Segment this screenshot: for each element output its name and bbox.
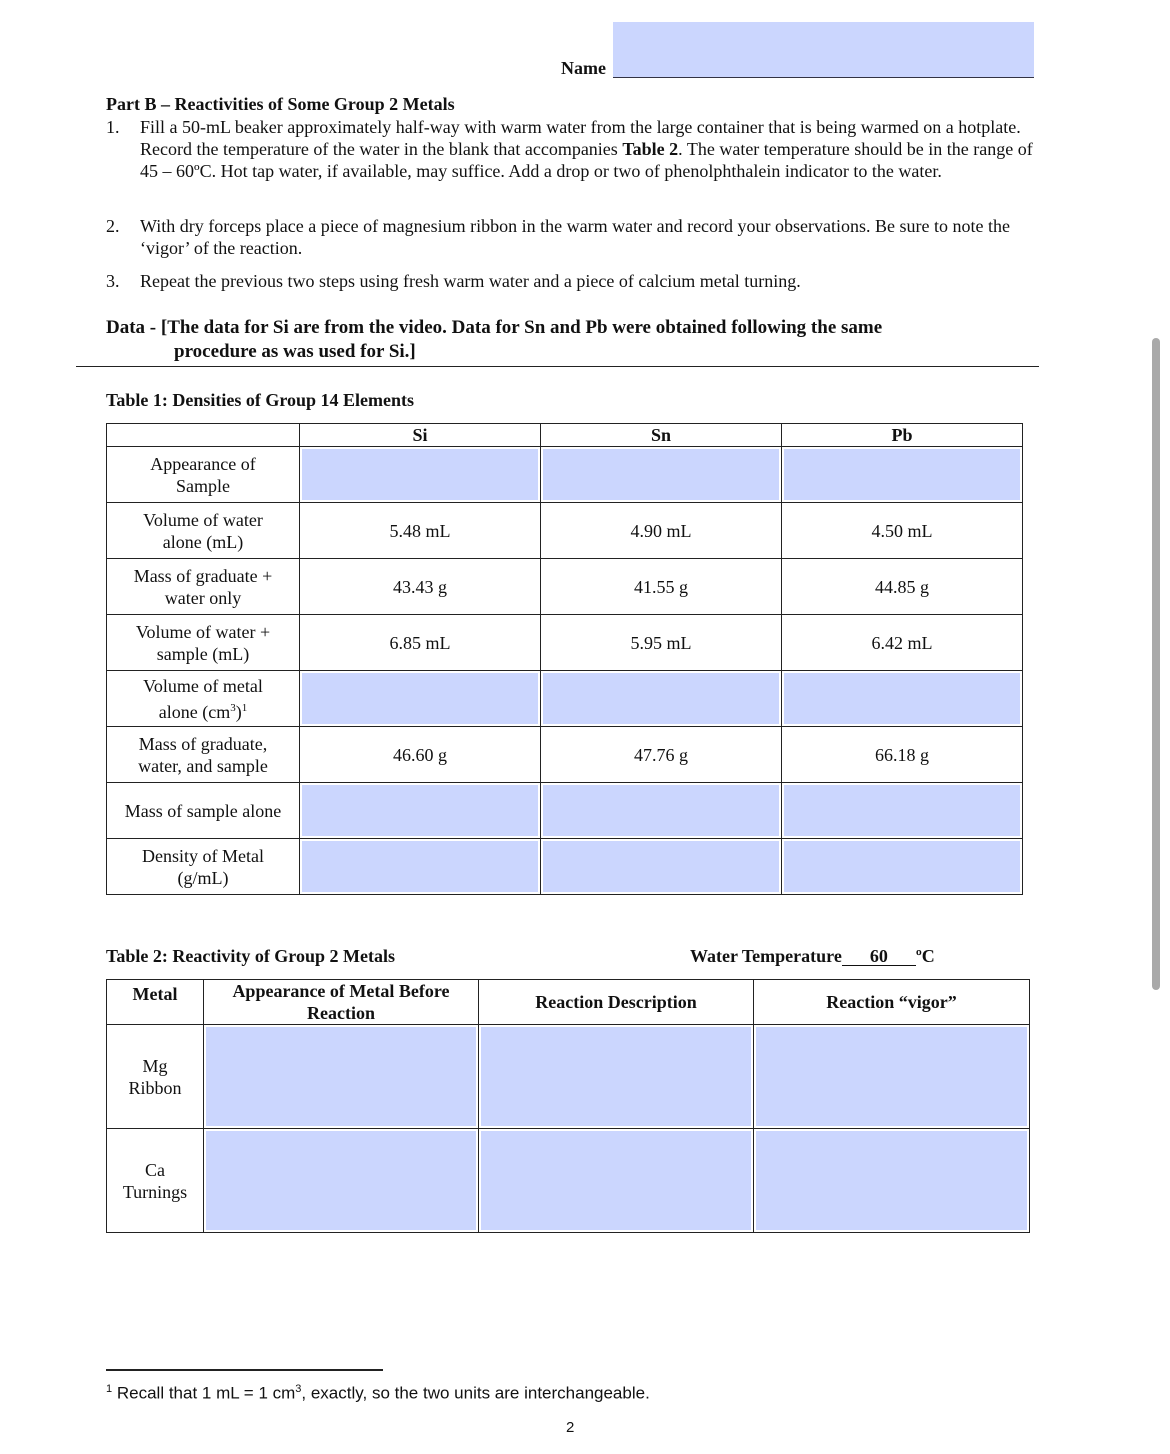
step-text: With dry forceps place a piece of magnesium ribbon in the warm water and record your observations. Be sure to note the ‘vigor’ of the reaction.: [140, 216, 1010, 258]
table-row: [107, 447, 1023, 503]
table-row: [107, 783, 1023, 839]
value-cell: 6.85 mL: [300, 615, 541, 671]
data-heading-line2: procedure as was used for Si.]: [174, 341, 416, 362]
table2-title: Table 2: Reactivity of Group 2 Metals: [106, 946, 395, 966]
row-label: Volume of water + sample (mL): [107, 615, 300, 671]
step-3: [106, 270, 1036, 292]
column-header: Metal: [107, 980, 204, 1025]
step-1: [106, 116, 1036, 182]
column-header: Si: [300, 424, 541, 447]
value-cell: 5.95 mL: [541, 615, 782, 671]
column-header: Pb: [782, 424, 1023, 447]
divider: [76, 366, 1039, 367]
value-cell: 5.48 mL: [300, 503, 541, 559]
footnote-divider: [106, 1369, 383, 1371]
table1-title: Table 1: Densities of Group 14 Elements: [106, 390, 415, 410]
data-heading: [106, 316, 1036, 364]
step-number: 3.: [106, 271, 120, 291]
step-text: Fill a 50-mL beaker approximately half-way with warm water from the large container that is being warmed on a hotplate. Record the temperature of the water in the blank that accompanies: [140, 117, 1021, 159]
water-temperature: [690, 946, 935, 967]
column-header: Appearance of Metal Before Reaction: [204, 980, 479, 1025]
water-temp-label: Water Temperature: [690, 946, 842, 966]
column-header: Reaction Description: [479, 980, 754, 1025]
row-label: Ca Turnings: [107, 1129, 204, 1233]
value-cell: 4.90 mL: [541, 503, 782, 559]
value-cell: 43.43 g: [300, 559, 541, 615]
input-cell[interactable]: [541, 447, 782, 503]
row-label: Appearance of Sample: [107, 447, 300, 503]
table-row: [107, 839, 1023, 895]
input-cell[interactable]: [479, 1025, 754, 1129]
table-row: [107, 671, 1023, 727]
table-row: [107, 503, 1023, 559]
column-header: Reaction “vigor”: [754, 980, 1030, 1025]
step-text: . The water temperature should be in the range of 45 – 60ºC. Hot tap water, if available, may suffice. Add a drop or two of phenolphthalein indicator to the water.: [140, 139, 1033, 181]
row-label: Mass of graduate, water, and sample: [107, 727, 300, 783]
step-number: 2.: [106, 216, 120, 236]
step-number: 1.: [106, 117, 120, 137]
input-cell[interactable]: [300, 783, 541, 839]
column-header: Sn: [541, 424, 782, 447]
water-temp-field[interactable]: 60: [842, 947, 916, 966]
table-row: [107, 727, 1023, 783]
input-cell[interactable]: [541, 671, 782, 727]
input-cell[interactable]: [782, 783, 1023, 839]
footnote: $^1$ Recall that 1 mL = 1 $cm^3$, exactly, so the two units are interchangeable.: [106, 1383, 650, 1403]
value-cell: 44.85 g: [782, 559, 1023, 615]
row-label: Mass of sample alone: [107, 783, 300, 839]
densities-table: [106, 423, 1023, 895]
step-text-bold: Table 2: [622, 139, 679, 159]
value-cell: 66.18 g: [782, 727, 1023, 783]
value-cell: 47.76 g: [541, 727, 782, 783]
row-label: Density of Metal (g/mL): [107, 839, 300, 895]
data-heading-line1: Data - [The data for Si are from the video. Data for Sn and Pb were obtained following the same: [106, 317, 883, 338]
step-2: [106, 215, 1036, 259]
part-b-title: Part B – Reactivities of Some Group 2 Metals: [106, 94, 455, 114]
value-cell: 46.60 g: [300, 727, 541, 783]
column-header: [107, 424, 300, 447]
value-cell: 41.55 g: [541, 559, 782, 615]
scrollbar[interactable]: [1152, 338, 1160, 990]
name-field[interactable]: [613, 22, 1034, 78]
input-cell[interactable]: [754, 1129, 1030, 1233]
input-cell[interactable]: [782, 671, 1023, 727]
input-cell[interactable]: [204, 1129, 479, 1233]
reactivity-table: [106, 979, 1030, 1233]
input-cell[interactable]: [300, 447, 541, 503]
table-row: [107, 559, 1023, 615]
input-cell[interactable]: [300, 839, 541, 895]
input-cell[interactable]: [541, 839, 782, 895]
input-cell[interactable]: [541, 783, 782, 839]
row-label: Volume of metal alone $(cm^3)^1$: [107, 671, 300, 727]
input-cell[interactable]: [300, 671, 541, 727]
table-row: [107, 615, 1023, 671]
row-label: Mg Ribbon: [107, 1025, 204, 1129]
row-label: Volume of water alone (mL): [107, 503, 300, 559]
row-label: Mass of graduate + water only: [107, 559, 300, 615]
input-cell[interactable]: [479, 1129, 754, 1233]
input-cell[interactable]: [204, 1025, 479, 1129]
input-cell[interactable]: [782, 447, 1023, 503]
page-number: 2: [566, 1419, 575, 1436]
table-row: [107, 1129, 1030, 1233]
value-cell: 4.50 mL: [782, 503, 1023, 559]
name-label: Name: [561, 58, 606, 78]
table-row: [107, 1025, 1030, 1129]
step-text: Repeat the previous two steps using fresh warm water and a piece of calcium metal turning.: [140, 271, 801, 291]
input-cell[interactable]: [754, 1025, 1030, 1129]
input-cell[interactable]: [782, 839, 1023, 895]
value-cell: 6.42 mL: [782, 615, 1023, 671]
water-temp-unit: ºC: [915, 946, 935, 966]
